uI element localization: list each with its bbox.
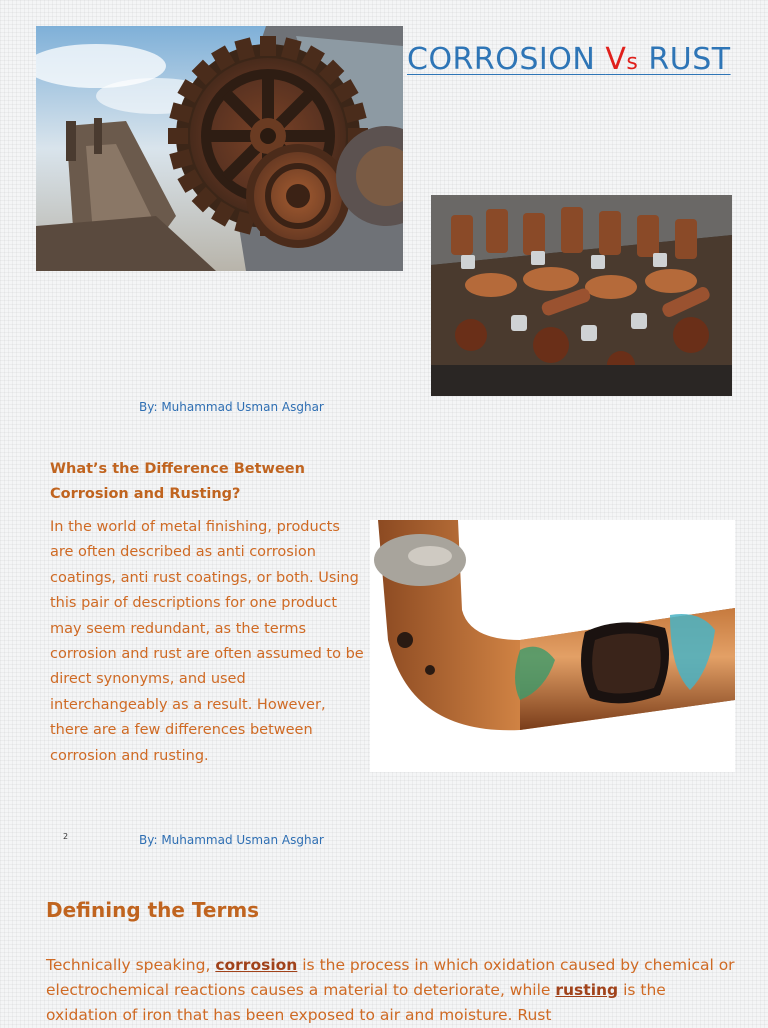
title-vs-s: s (626, 50, 639, 75)
author-byline-footer: By: Muhammad Usman Asghar (139, 833, 324, 847)
document-title (407, 40, 731, 83)
definition-text-2: is the process in which oxidation caused by chemical or electrochemical reactions causes a material to deteriorate, while (46, 956, 735, 999)
title-vs-v: V (605, 42, 627, 77)
corroded-pipe-image (370, 520, 735, 772)
defining-terms-heading: Defining the Terms (46, 898, 260, 922)
rusting-link[interactable]: rusting (555, 981, 619, 999)
author-byline: By: Muhammad Usman Asghar (139, 400, 324, 414)
rusty-engine-image (431, 195, 732, 396)
difference-paragraph: In the world of metal finishing, products are often described as anti corrosion coatings, anti rust coatings, or both. Using this pair of descriptions for one product may seem redundant, as the terms corrosion and rust are often assumed to be direct synonyms, and used interchangeably as a result. However, there are a few differences between corrosion and rusting. (50, 519, 364, 764)
corroded-pipe-illustration (370, 520, 735, 772)
title-rust: RUST (638, 42, 731, 77)
definition-text-1: Technically speaking, (46, 956, 216, 974)
definition-text-3: is the oxidation of iron that has been exposed to air and moisture. Rust (46, 981, 666, 1024)
page-number: 2 (63, 832, 69, 841)
rusty-engine-illustration (431, 195, 732, 396)
rusty-gears-illustration (36, 26, 403, 271)
rusty-gears-image (36, 26, 403, 271)
defining-terms-paragraph (46, 953, 736, 1028)
title-corrosion: CORROSION (407, 42, 606, 77)
corrosion-link[interactable]: corrosion (215, 956, 298, 974)
difference-heading: What’s the Difference Between Corrosion and Rusting? (50, 461, 305, 502)
